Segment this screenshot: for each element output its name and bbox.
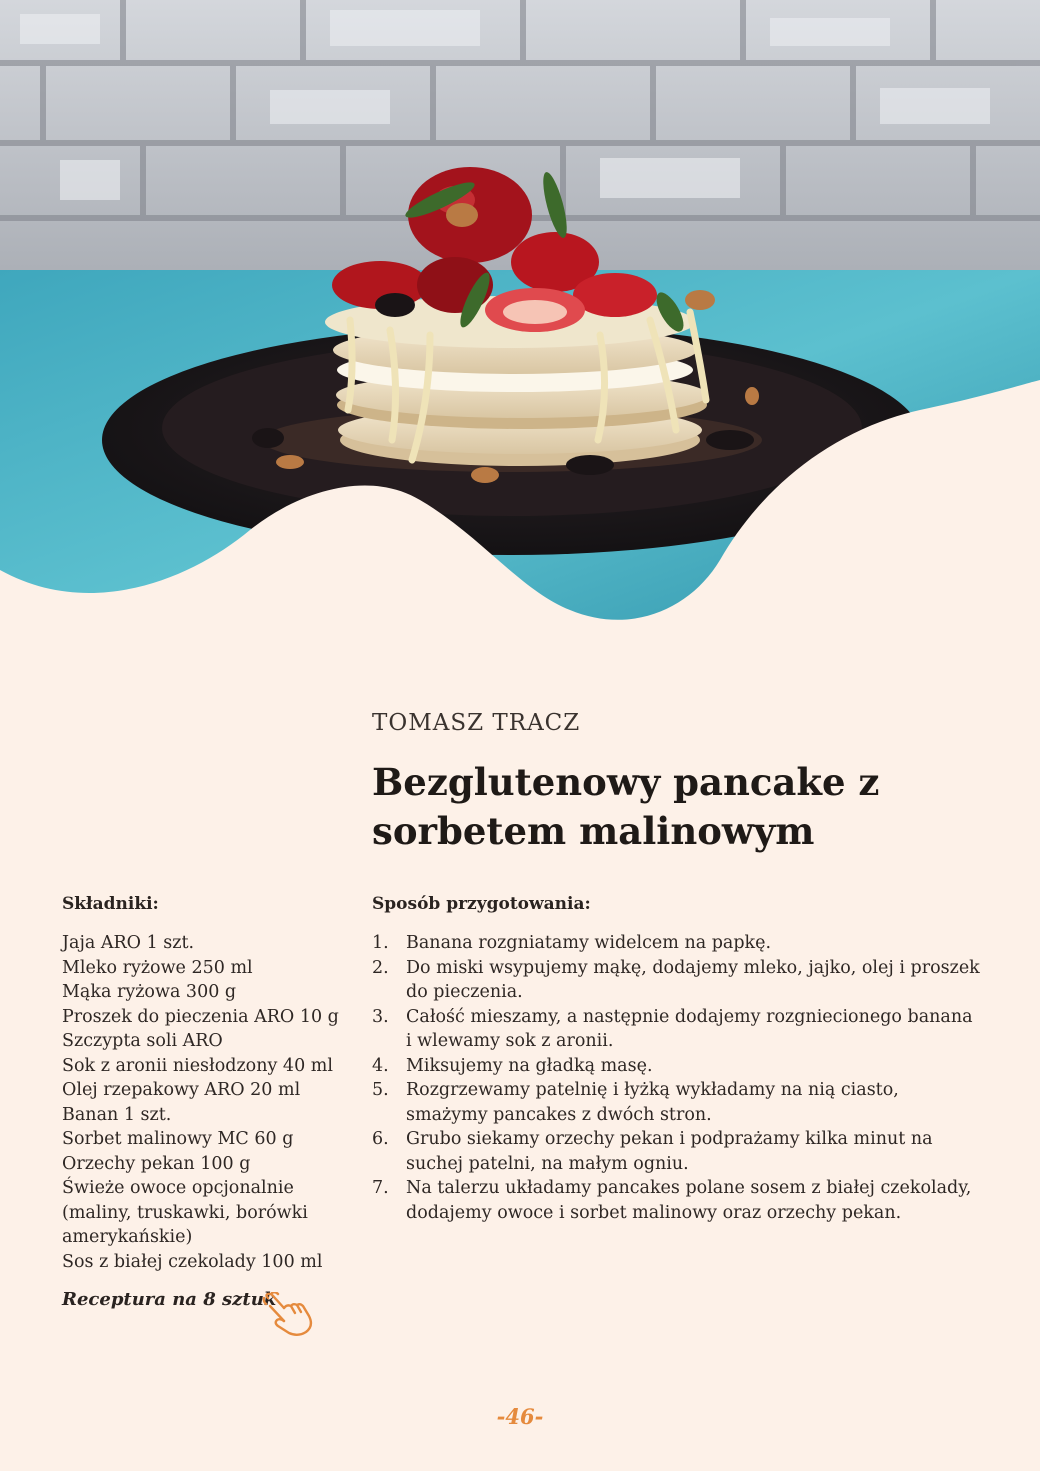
step-number: 6. xyxy=(372,1129,389,1149)
pointing-hand-icon xyxy=(262,1292,318,1338)
ingredients-list xyxy=(62,931,352,1274)
method-step xyxy=(372,1176,982,1225)
ingredient-item: Orzechy pekan 100 g xyxy=(62,1153,251,1174)
ingredient-item: Sok z aronii niesłodzony 40 ml xyxy=(62,1055,333,1076)
step-text: Rozgrzewamy patelnię i łyżką wykładamy na nią ciasto, smażymy pancakes z dwóch stron. xyxy=(406,1080,899,1125)
hero-photo xyxy=(0,0,1040,640)
ingredient-item: Proszek do pieczenia ARO 10 g xyxy=(62,1006,339,1027)
page-number: -46- xyxy=(496,1404,544,1429)
step-number: 3. xyxy=(372,1006,389,1027)
ingredients-heading: Składniki: xyxy=(62,894,159,914)
step-text: Na talerzu układamy pancakes polane sosem z białej czekolady, dodajemy owoce i sorbet malinowy oraz orzechy pekan. xyxy=(406,1178,972,1223)
ingredient-item: Olej rzepakowy ARO 20 ml xyxy=(62,1080,301,1100)
step-number: 2. xyxy=(372,957,389,978)
ingredient-item: Mleko ryżowe 250 ml xyxy=(62,957,253,978)
method-steps-list xyxy=(372,931,982,1225)
ingredient-item: Szczypta soli ARO xyxy=(62,1031,223,1051)
method-heading: Sposób przygotowania: xyxy=(372,894,591,914)
step-number: 5. xyxy=(372,1080,389,1100)
step-number: 1. xyxy=(372,933,389,953)
ingredient-item: Świeże owoce opcjonalnie (maliny, truskawki, borówki amerykańskie) xyxy=(62,1178,308,1247)
method-step xyxy=(372,1054,982,1079)
step-text: Grubo siekamy orzechy pekan i podprażamy kilka minut na suchej patelni, na małym ogniu. xyxy=(406,1129,933,1174)
step-text: Całość mieszamy, a następnie dodajemy rozgniecionego banana i wlewamy sok z aronii. xyxy=(406,1006,973,1051)
ingredient-item: Sos z białej czekolady 100 ml xyxy=(62,1251,323,1272)
yield-note: Receptura na 8 sztuk xyxy=(62,1289,277,1310)
ingredient-item: Jaja ARO 1 szt. xyxy=(62,933,195,953)
step-text: Miksujemy na gładką masę. xyxy=(406,1055,653,1076)
ingredient-item: Sorbet malinowy MC 60 g xyxy=(62,1129,294,1149)
step-text: Banana rozgniatamy widelcem na papkę. xyxy=(406,933,772,953)
method-step xyxy=(372,1078,982,1127)
method-step xyxy=(372,931,982,956)
method-step xyxy=(372,1127,982,1176)
author-name: TOMASZ TRACZ xyxy=(372,710,581,736)
recipe-title: Bezglutenowy pancake z sorbetem malinowym xyxy=(372,760,880,853)
method-step xyxy=(372,1005,982,1054)
step-text: Do miski wsypujemy mąkę, dodajemy mleko, jajko, olej i proszek do pieczenia. xyxy=(406,957,980,1002)
ingredient-item: Mąka ryżowa 300 g xyxy=(62,982,237,1002)
step-number: 7. xyxy=(372,1178,389,1198)
method-step xyxy=(372,956,982,1005)
ingredient-item: Banan 1 szt. xyxy=(62,1104,172,1125)
step-number: 4. xyxy=(372,1055,389,1076)
